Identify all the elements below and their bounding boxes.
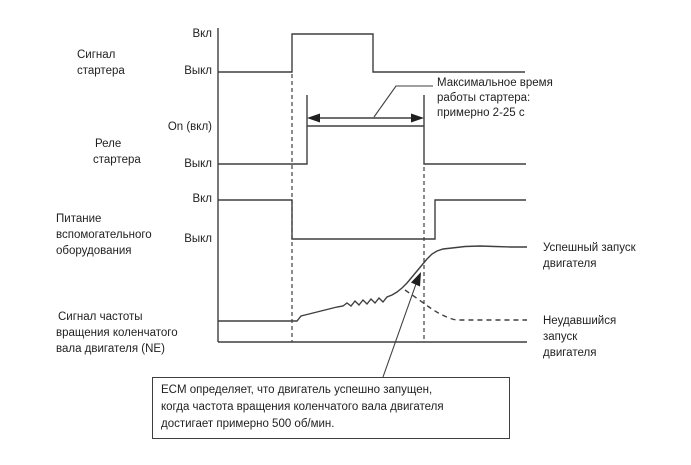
ne-signal-label: вала двигателя (NE) (56, 343, 165, 355)
starter-signal-label: стартера (77, 65, 125, 77)
accessory-power-label: Питание (56, 213, 102, 225)
accessory-power-label: оборудования (56, 245, 132, 257)
relay-high-level-label: On (вкл) (167, 121, 212, 133)
arrowhead-divergence-icon (411, 272, 421, 287)
max-time-annotation: Максимальное время (437, 77, 553, 89)
max-time-annotation: работы стартера: (437, 92, 531, 104)
ecm-note-line: когда частота вращения коленчатого вала двигателя (161, 401, 444, 413)
accessory-power-waveform (218, 200, 526, 239)
ecm-note-box (152, 377, 510, 439)
starter-low-level-label: Выкл (184, 65, 212, 77)
ne-signal-label: вращения коленчатого (56, 327, 178, 339)
accessory-low-level-label: Выкл (184, 233, 212, 245)
success-start-label: двигателя (543, 258, 597, 270)
ne-signal-fail-curve (405, 290, 527, 320)
accessory-power-label: вспомогательного (56, 229, 152, 241)
starter-signal-waveform (218, 34, 525, 72)
failed-start-label: Неудавшийся (543, 315, 617, 327)
starter-relay-low-left (218, 95, 307, 164)
arrowhead-right-icon (411, 114, 424, 123)
starter-relay-label: стартера (93, 154, 141, 166)
success-start-label: Успешный запуск (543, 242, 636, 254)
starter-high-level-label: Вкл (192, 28, 212, 40)
failed-start-label: двигателя (543, 347, 597, 359)
failed-start-label: запуск (543, 331, 578, 343)
ecm-note-line: достигает примерно 500 об/мин. (161, 418, 335, 430)
starter-relay-label: Реле (95, 138, 122, 150)
ne-signal-success-curve (218, 246, 527, 321)
ne-signal-label: Сигнал частоты (58, 311, 143, 323)
starter-signal-label: Сигнал (77, 49, 116, 61)
ecm-note-leader-line (383, 284, 416, 377)
ecm-note-line: ECM определяет, что двигатель успешно запущен, (161, 384, 433, 396)
relay-low-level-label: Выкл (184, 158, 212, 170)
max-time-annotation: примерно 2-25 с (437, 107, 525, 119)
accessory-high-level-label: Вкл (192, 193, 212, 205)
arrowhead-left-icon (307, 114, 320, 123)
